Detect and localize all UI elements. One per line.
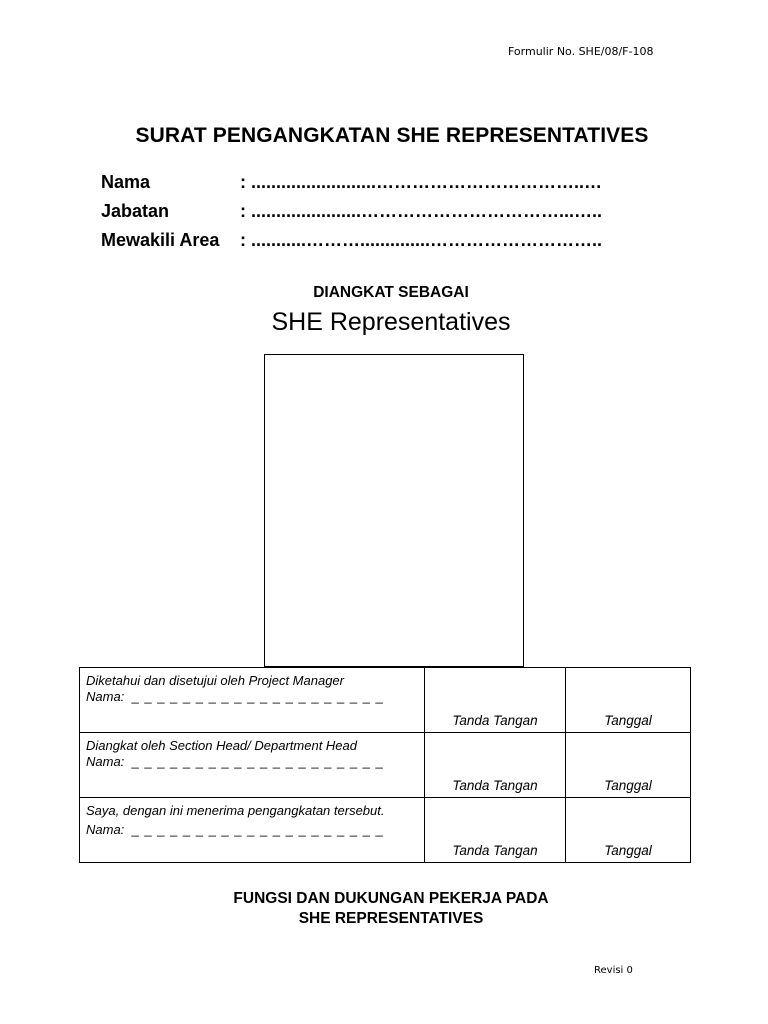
name-blank: _ _ _ _ _ _ _ _ _ _ _ _ _ _ _ _ _ _ _ _ [131, 754, 384, 769]
role-title: SHE Representatives [271, 308, 511, 336]
row-description: Diangkat oleh Section Head/ Department Head [86, 738, 357, 753]
revision-label: Revisi 0 [594, 965, 633, 976]
signature-caption: Tanda Tangan [452, 713, 538, 728]
signature-cell[interactable] [425, 798, 566, 863]
signature-cell[interactable] [425, 733, 566, 798]
name-blank: _ _ _ _ _ _ _ _ _ _ _ _ _ _ _ _ _ _ _ _ [131, 822, 384, 837]
name-label: Nama: [86, 822, 125, 837]
signature-table [79, 667, 691, 863]
field-value-nama[interactable]: : .........................……………………………..… [240, 172, 603, 192]
signature-row-representative [80, 798, 691, 863]
date-cell[interactable] [566, 798, 691, 863]
document-title: SURAT PENGANGKATAN SHE REPRESENTATIVES [135, 124, 649, 147]
acceptance-cell [80, 798, 425, 863]
form-number: Formulir No. SHE/08/F-108 [508, 45, 654, 58]
field-value-area[interactable]: : ...........………..............……………………….. [240, 230, 603, 250]
name-line[interactable] [86, 689, 384, 704]
date-caption: Tanggal [604, 778, 652, 793]
date-cell[interactable] [566, 733, 691, 798]
approval-cell [80, 733, 425, 798]
photo-box [264, 354, 524, 667]
name-line[interactable] [86, 822, 384, 837]
signature-row-department-head [80, 733, 691, 798]
name-blank: _ _ _ _ _ _ _ _ _ _ _ _ _ _ _ _ _ _ _ _ [131, 689, 384, 704]
section-heading-line1: FUNGSI DAN DUKUNGAN PEKERJA PADA [233, 890, 549, 907]
row-description: Diketahui dan disetujui oleh Project Manager [86, 673, 344, 688]
signature-caption: Tanda Tangan [452, 778, 538, 793]
field-label-area: Mewakili Area [101, 230, 220, 250]
name-label: Nama: [86, 689, 125, 704]
field-value-jabatan[interactable]: : ......................……………………………...….. [240, 201, 603, 221]
signature-row-project-manager [80, 668, 691, 733]
date-caption: Tanggal [604, 843, 652, 858]
field-label-jabatan: Jabatan [101, 201, 170, 221]
name-line[interactable] [86, 754, 384, 769]
field-label-nama: Nama [101, 172, 151, 192]
signature-cell[interactable] [425, 668, 566, 733]
date-cell[interactable] [566, 668, 691, 733]
date-caption: Tanggal [604, 713, 652, 728]
section-heading-line2: SHE REPRESENTATIVES [298, 910, 484, 927]
approval-cell [80, 668, 425, 733]
name-label: Nama: [86, 754, 125, 769]
signature-caption: Tanda Tangan [452, 843, 538, 858]
row-description: Saya, dengan ini menerima pengangkatan tersebut. [86, 803, 385, 818]
appointed-as-heading: DIANGKAT SEBAGAI [313, 284, 469, 301]
